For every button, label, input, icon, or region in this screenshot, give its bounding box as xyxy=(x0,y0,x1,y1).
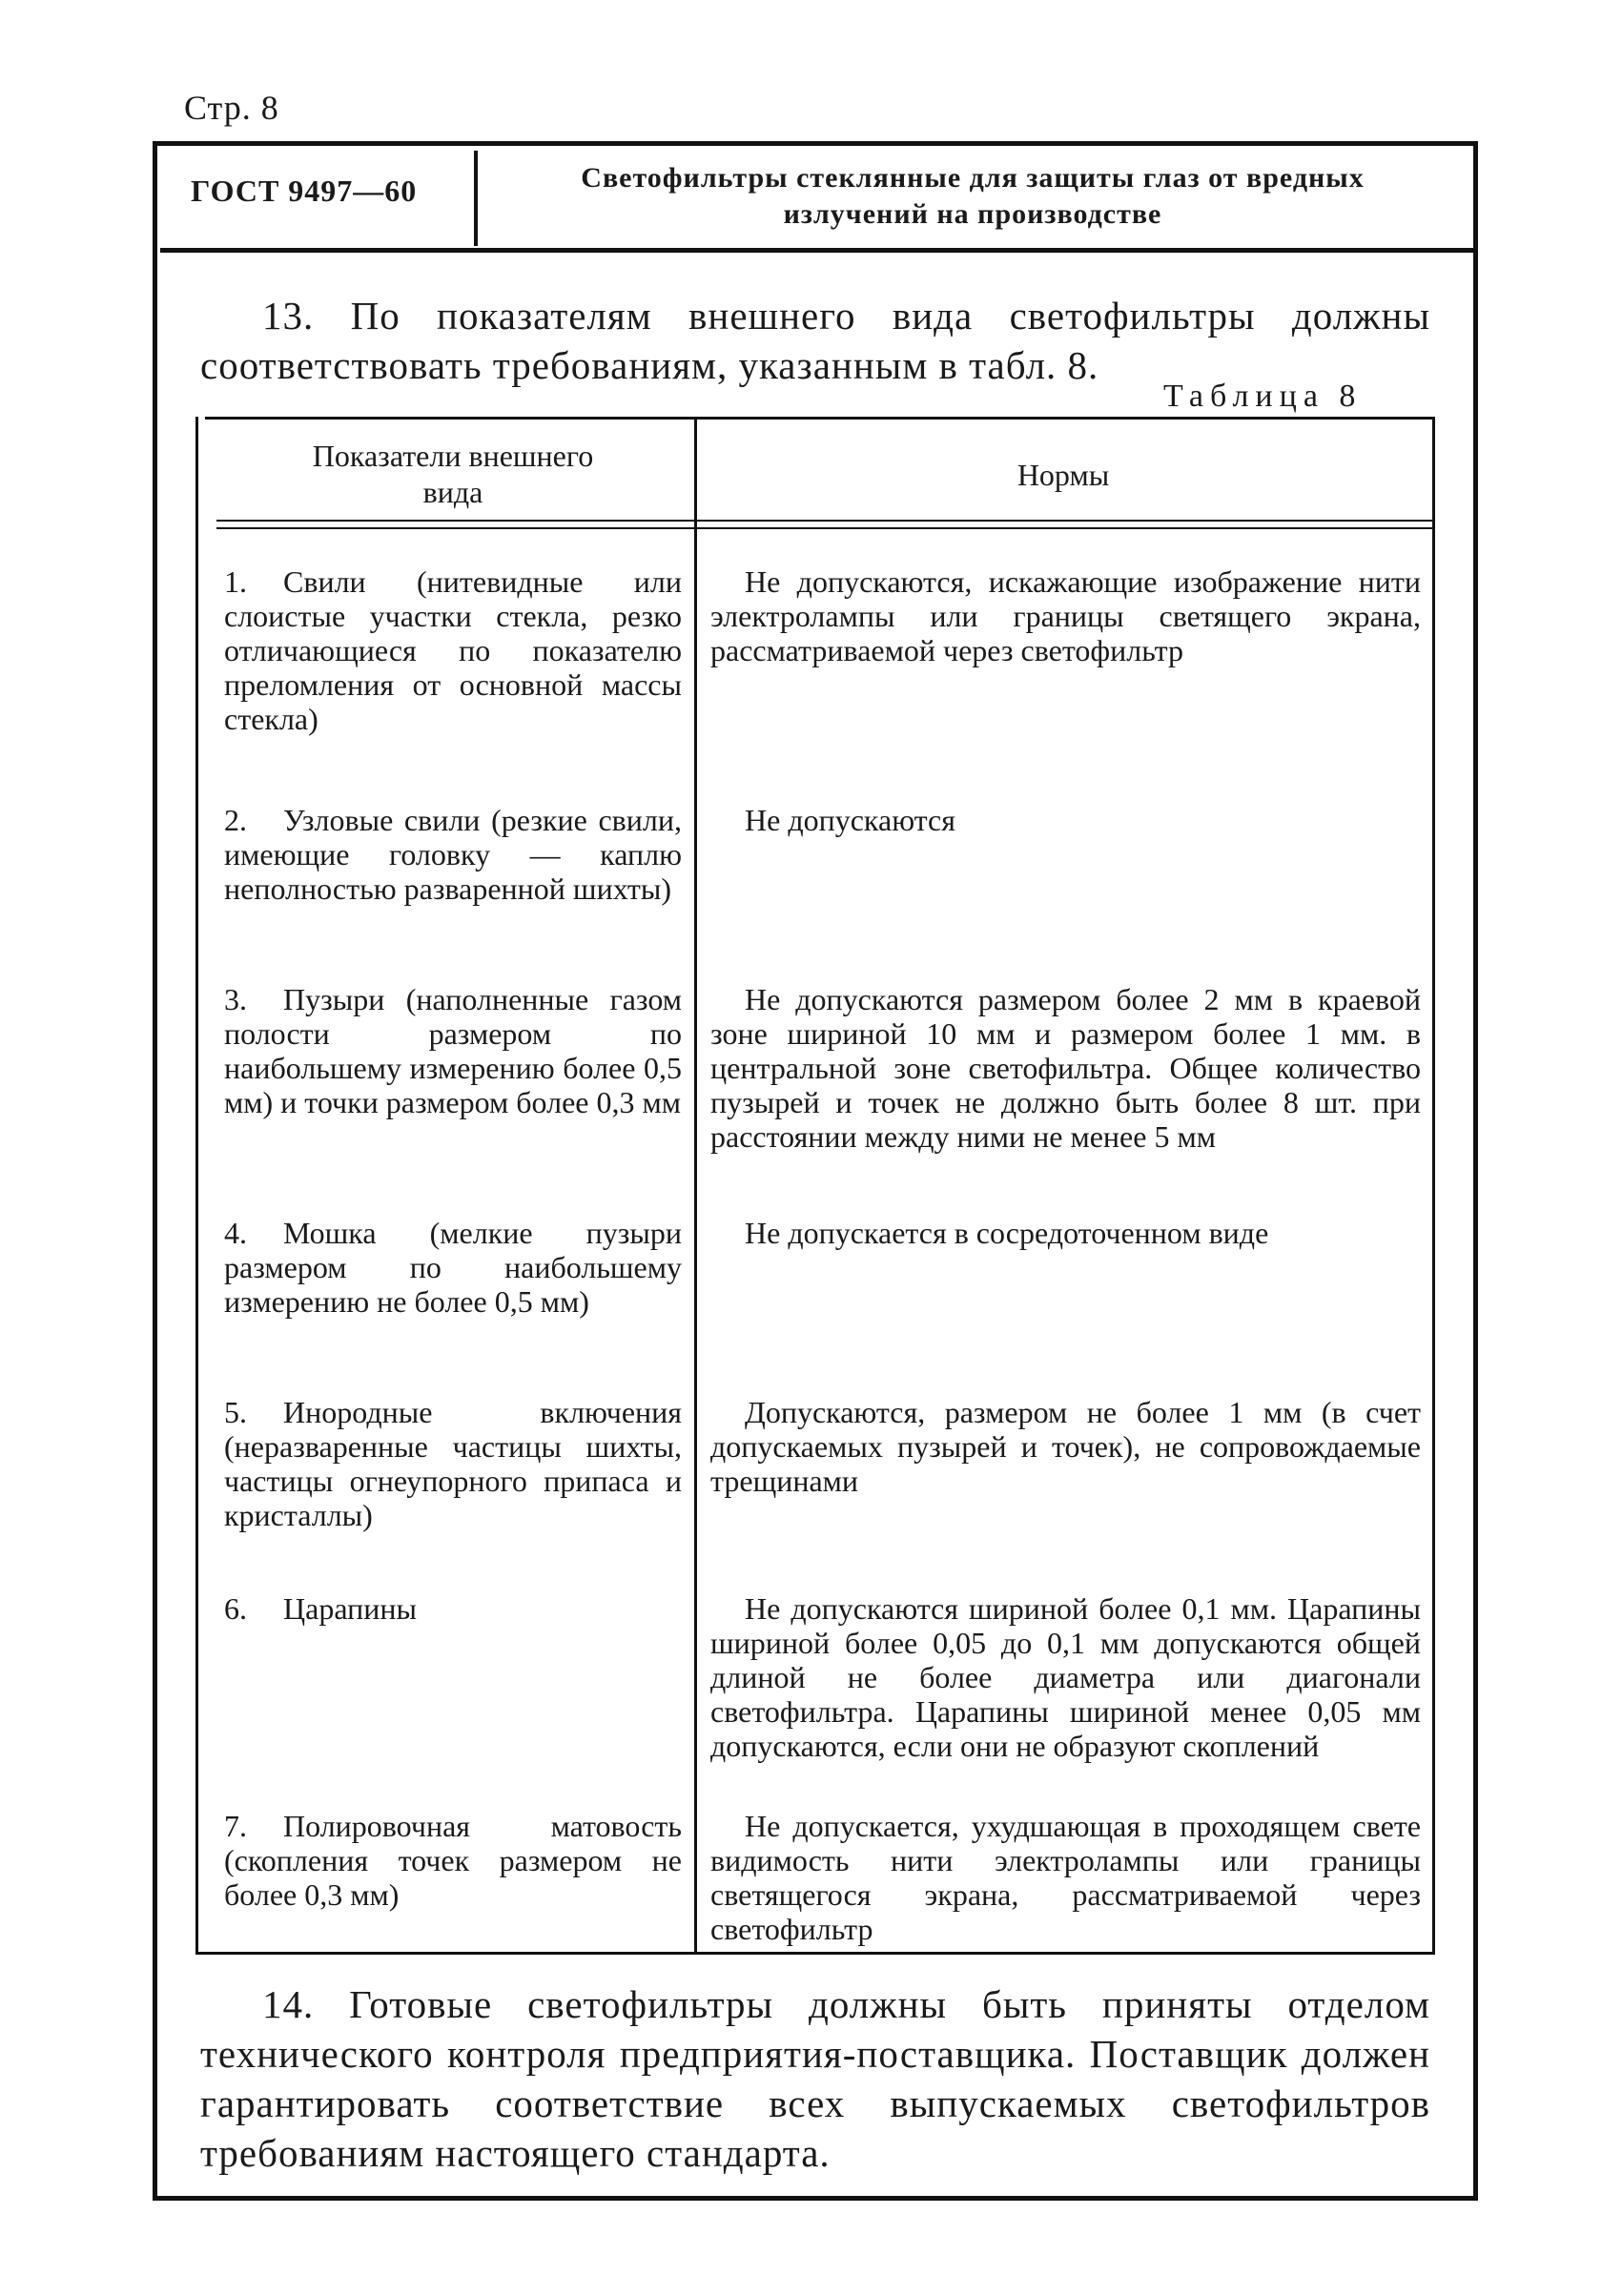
table-right-line xyxy=(1432,417,1435,1955)
indicator-text: Мошка (мелкие пузыри размером по наибольшему измерению не более 0,5 мм) xyxy=(224,1216,682,1319)
top-rule xyxy=(153,141,1478,146)
indicator-text: Узловые свили (резкие свили, имеющие головку — каплю неполностью разваренной шихты) xyxy=(224,803,682,906)
norm-cell xyxy=(710,803,1421,837)
right-border xyxy=(1473,141,1478,2201)
indicator-cell xyxy=(224,1809,682,1912)
title-line-1: Светофильтры стеклянные для защиты глаз от вредных xyxy=(581,162,1365,194)
row-number: 5. xyxy=(224,1395,247,1429)
norm-cell xyxy=(710,1395,1421,1498)
norm-text: Не допускаются xyxy=(745,803,955,837)
page-number: Стр. 8 xyxy=(184,89,279,127)
norm-text: Не допускается в сосредоточенном виде xyxy=(745,1216,1269,1250)
norm-cell xyxy=(710,982,1421,1154)
norm-cell xyxy=(710,1591,1421,1763)
gost-number: ГОСТ 9497—60 xyxy=(191,174,418,208)
table-middle-line xyxy=(694,417,697,1955)
header-rule xyxy=(160,248,1476,253)
indicator-cell xyxy=(224,564,682,736)
table-bottom-line xyxy=(195,1952,1435,1955)
table-left-line xyxy=(195,417,198,1955)
indicator-text: Пузыри (наполненные газом полости размером по наибольшему измерению более 0,5 мм) и точки размером более 0,3 мм xyxy=(224,982,682,1119)
indicator-text: Свили (нитевидные или слоистые участки стекла, резко отличающиеся по показателю преломления от основной массы стекла) xyxy=(224,564,682,736)
paragraph-13-text: 13. По показателям внешнего вида светофильтры должны соответствовать требованиям, указанным в табл. 8. xyxy=(200,294,1430,387)
paragraph-13 xyxy=(200,291,1430,390)
column-header-indicator-line1: Показатели внешнего xyxy=(312,439,594,473)
row-number: 7. xyxy=(224,1809,247,1843)
header-divider xyxy=(474,151,478,246)
left-border xyxy=(153,141,157,2201)
indicator-cell xyxy=(224,1591,682,1626)
indicator-text: Инородные включения (неразваренные частицы шихты, частицы огнеупорного припаса и кристаллы) xyxy=(224,1395,682,1532)
paragraph-14-text: 14. Готовые светофильтры должны быть приняты отделом технического контроля предприятия-поставщика. Поставщик должен гарантировать соответствие всех выпускаемых светофильтров требованиям настоящего стандарта. xyxy=(200,1982,1430,2175)
norm-text: Не допускается, ухудшающая в проходящем свете видимость нити электролампы или границы светящегося экрана, рассматриваемой через светофильтр xyxy=(710,1809,1421,1946)
table-header-line xyxy=(216,520,1435,522)
paragraph-14 xyxy=(200,1979,1430,2178)
column-header-indicator xyxy=(215,438,691,510)
norm-text: Не допускаются, искажающие изображение нити электролампы или границы светящего экрана, рассматриваемой через светофильтр xyxy=(710,564,1421,667)
row-number: 2. xyxy=(224,803,247,837)
column-header-norms: Нормы xyxy=(1016,458,1110,492)
indicator-cell xyxy=(224,982,682,1119)
table-label: Таблица 8 xyxy=(1163,379,1363,414)
row-number: 1. xyxy=(224,564,247,599)
document-title xyxy=(496,160,1449,233)
norm-text: Допускаются, размером не более 1 мм (в счет допускаемых пузырей и точек), не сопровождаемые трещинами xyxy=(710,1395,1421,1498)
indicator-text: Полировочная матовость (скопления точек размером не более 0,3 мм) xyxy=(224,1809,682,1912)
row-number: 4. xyxy=(224,1216,247,1250)
norm-text: Не допускаются шириной более 0,1 мм. Царапины шириной более 0,05 до 0,1 мм допускаются общей длиной не более диаметра или диагонали светофильтра. Царапины шириной менее 0,05 мм допускаются, если они не образуют скоплений xyxy=(710,1591,1421,1763)
norm-cell xyxy=(710,564,1421,667)
table-top-line xyxy=(205,417,1435,420)
row-number: 3. xyxy=(224,982,247,1016)
norm-cell xyxy=(710,1809,1421,1946)
table-header-line-2 xyxy=(216,527,1435,529)
table-8 xyxy=(195,417,1435,1957)
indicator-cell xyxy=(224,1395,682,1532)
bottom-rule xyxy=(153,2196,1478,2201)
indicator-text: Царапины xyxy=(283,1591,417,1626)
indicator-cell xyxy=(224,1216,682,1319)
norm-cell xyxy=(710,1216,1421,1250)
title-line-2: излучений на производстве xyxy=(783,198,1162,230)
row-number: 6. xyxy=(224,1591,247,1626)
column-header-indicator-line2: вида xyxy=(422,475,483,509)
norm-text: Не допускаются размером более 2 мм в краевой зоне шириной 10 мм и размером более 1 мм. в центральной зоне светофильтра. Общее количество пузырей и точек не должно быть более 8 шт. при расстоянии между ними не менее 5 мм xyxy=(710,982,1421,1154)
indicator-cell xyxy=(224,803,682,906)
